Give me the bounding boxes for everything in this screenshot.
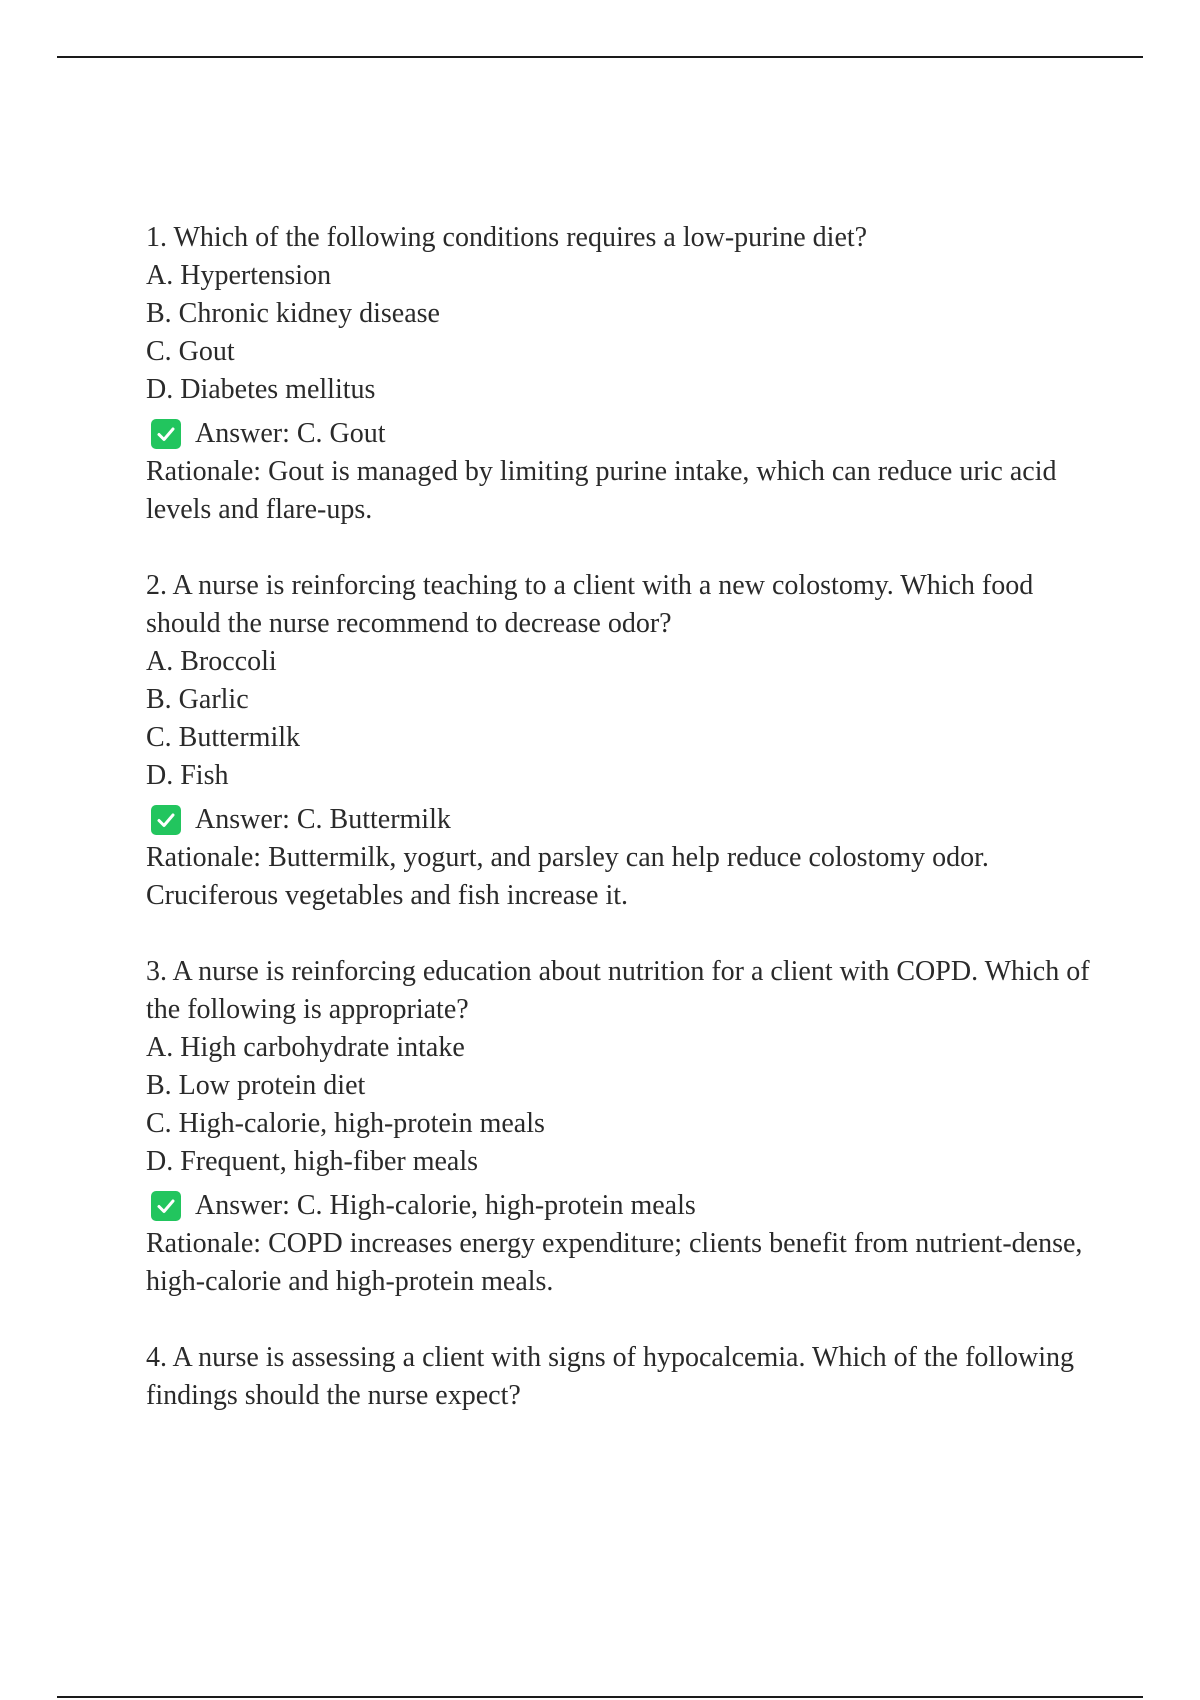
- rationale-text: Rationale: Buttermilk, yogurt, and parsley can help reduce colostomy odor. Cruciferous vegetables and fish increase it.: [146, 842, 989, 911]
- question-3: [146, 953, 1106, 1301]
- option-b: B. Chronic kidney disease: [146, 298, 440, 329]
- document-body: [146, 219, 1106, 1453]
- answer-text: Answer: C. Buttermilk: [195, 804, 451, 835]
- question-stem: 1. Which of the following conditions requires a low-purine diet?: [146, 222, 868, 253]
- check-box-icon: [151, 1191, 181, 1221]
- option-d: D. Fish: [146, 760, 229, 791]
- question-stem: 4. A nurse is assessing a client with signs of hypocalcemia. Which of the following findings should the nurse expect?: [146, 1342, 1074, 1411]
- question-4: [146, 1339, 1106, 1415]
- question-stem: 3. A nurse is reinforcing education about nutrition for a client with COPD. Which of the following is appropriate?: [146, 956, 1090, 1025]
- answer-line: [146, 415, 1106, 453]
- rationale-text: Rationale: COPD increases energy expenditure; clients benefit from nutrient-dense, high-calorie and high-protein meals.: [146, 1228, 1083, 1297]
- option-list: [146, 643, 1106, 795]
- option-b: B. Garlic: [146, 684, 249, 715]
- check-box-icon: [151, 805, 181, 835]
- option-c: C. High-calorie, high-protein meals: [146, 1108, 545, 1139]
- top-rule: [57, 56, 1143, 58]
- question-2: [146, 567, 1106, 915]
- question-stem: 2. A nurse is reinforcing teaching to a client with a new colostomy. Which food should the nurse recommend to decrease odor?: [146, 570, 1034, 639]
- option-a: A. Broccoli: [146, 646, 277, 677]
- answer-line: [146, 1187, 1106, 1225]
- check-box-icon: [151, 419, 181, 449]
- option-b: B. Low protein diet: [146, 1070, 366, 1101]
- option-d: D. Diabetes mellitus: [146, 374, 376, 405]
- answer-text: Answer: C. High-calorie, high-protein meals: [195, 1190, 696, 1221]
- rationale-text: Rationale: Gout is managed by limiting purine intake, which can reduce uric acid levels and flare-ups.: [146, 456, 1057, 525]
- answer-text: Answer: C. Gout: [195, 418, 386, 449]
- option-c: C. Buttermilk: [146, 722, 300, 753]
- option-a: A. High carbohydrate intake: [146, 1032, 465, 1063]
- question-1: [146, 219, 1106, 529]
- answer-line: [146, 801, 1106, 839]
- option-c: C. Gout: [146, 336, 235, 367]
- option-d: D. Frequent, high-fiber meals: [146, 1146, 479, 1177]
- bottom-rule: [57, 1696, 1143, 1698]
- option-list: [146, 1029, 1106, 1181]
- option-a: A. Hypertension: [146, 260, 332, 291]
- option-list: [146, 257, 1106, 409]
